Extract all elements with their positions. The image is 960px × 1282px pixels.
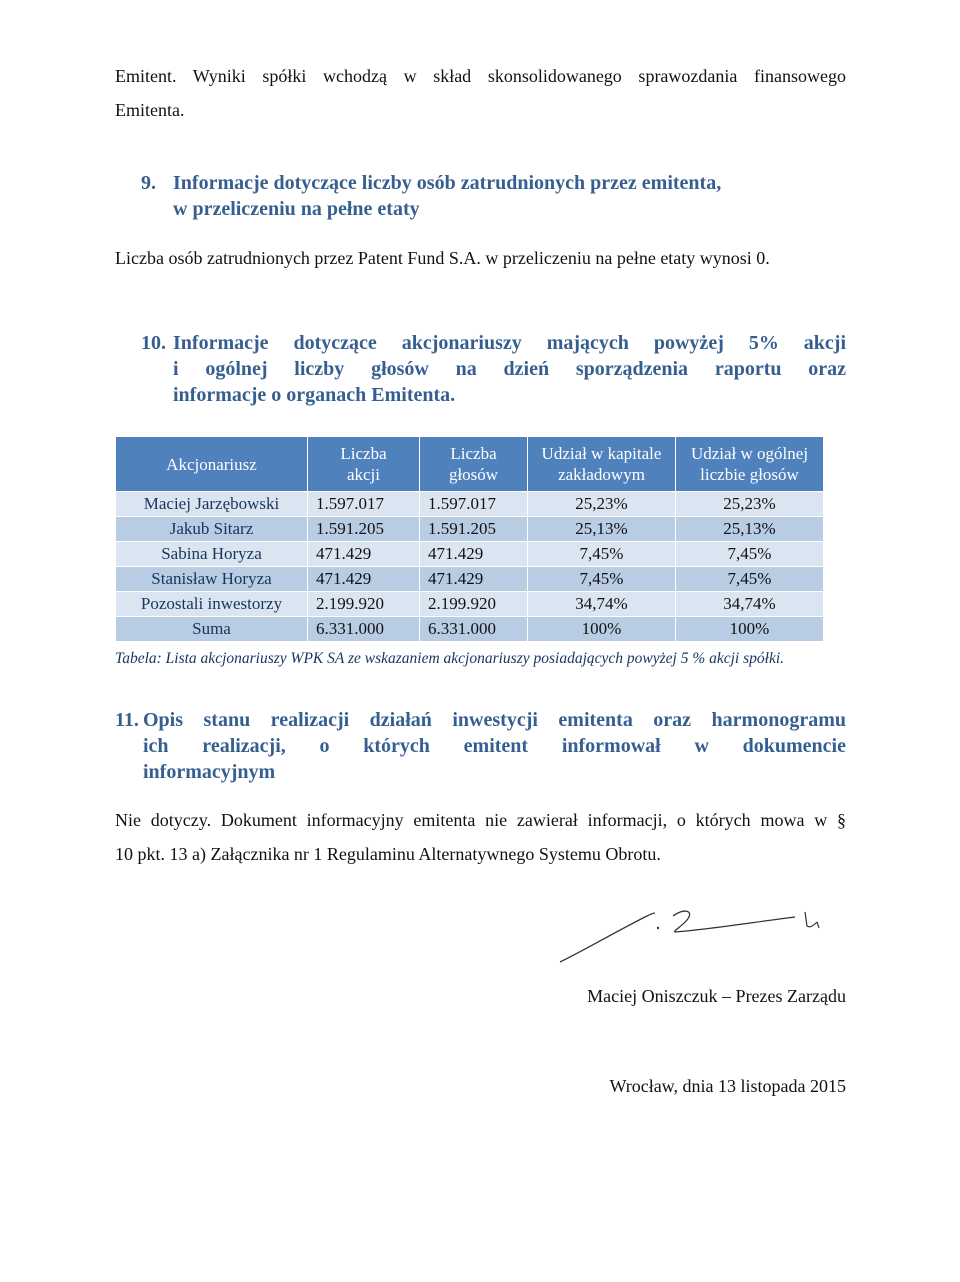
- section-10-title-line-2: i ogólnej liczby głosów na dzień sporządzenia raportu oraz: [173, 358, 846, 380]
- votes-count: 1.597.017: [420, 492, 528, 517]
- place-and-date: Wrocław, dnia 13 listopada 2015: [609, 1076, 846, 1096]
- table-header-row: [116, 437, 824, 492]
- section-10-title-line-1: Informacje dotyczące akcjonariuszy mających powyżej 5% akcji: [173, 332, 846, 354]
- intro-paragraph: [115, 59, 846, 130]
- section-11-body-line-1: Nie dotyczy. Dokument informacyjny emitenta nie zawierał informacji, o których mowa w §: [115, 810, 846, 830]
- shareholder-name: Maciej Jarzębowski: [116, 492, 308, 517]
- table-caption: Tabela: Lista akcjonariuszy WPK SA ze wskazaniem akcjonariuszy posiadających powyżej 5 % akcji spółki.: [115, 650, 785, 667]
- section-9-title-line-1: Informacje dotyczące liczby osób zatrudnionych przez emitenta,: [173, 172, 722, 194]
- section-9-heading: [143, 170, 846, 222]
- section-11-title-line-2: ich realizacji, o których emitent informował w dokumencie: [143, 735, 846, 757]
- capital-share: 25,13%: [528, 517, 676, 542]
- votes-share: 25,13%: [676, 517, 824, 542]
- shares-count: 1.597.017: [308, 492, 420, 517]
- section-11-body: [115, 803, 846, 871]
- votes-share: 25,23%: [676, 492, 824, 517]
- header-shares-count: Liczba akcji: [308, 437, 420, 492]
- shareholder-name: Sabina Horyza: [116, 542, 308, 567]
- intro-line-1: Emitent. Wyniki spółki wchodzą w skład skonsolidowanego sprawozdania finansowego: [115, 66, 846, 86]
- capital-share: 7,45%: [528, 567, 676, 592]
- shares-count: 471.429: [308, 567, 420, 592]
- header-votes-share: Udział w ogólnej liczbie głosów: [676, 437, 824, 492]
- section-11-title: [115, 707, 846, 785]
- section-9-title: [143, 170, 846, 222]
- shareholders-table: [115, 436, 824, 642]
- section-9-number: 9.: [141, 172, 156, 194]
- section-9-body: Liczba osób zatrudnionych przez Patent Fund S.A. w przeliczeniu na pełne etaty wynosi 0.: [115, 248, 770, 268]
- votes-count: 471.429: [420, 542, 528, 567]
- votes-count: 6.331.000: [420, 617, 528, 642]
- section-11-title-line-3: informacyjnym: [143, 761, 276, 783]
- section-10-title-line-3: informacje o organach Emitenta.: [173, 384, 456, 406]
- section-11-number: 11.: [115, 709, 139, 731]
- section-10-number: 10.: [141, 332, 166, 354]
- section-11-title-line-1: Opis stanu realizacji działań inwestycji emitenta oraz harmonogramu: [143, 709, 846, 731]
- table-row: [116, 567, 824, 592]
- section-10-title: [143, 330, 846, 408]
- votes-count: 471.429: [420, 567, 528, 592]
- capital-share: 34,74%: [528, 592, 676, 617]
- intro-line-2: Emitenta.: [115, 100, 185, 120]
- table-row: [116, 517, 824, 542]
- capital-share: 25,23%: [528, 492, 676, 517]
- shareholder-name: Stanisław Horyza: [116, 567, 308, 592]
- table-row: [116, 617, 824, 642]
- table-row: [116, 492, 824, 517]
- shares-count: 471.429: [308, 542, 420, 567]
- votes-count: 1.591.205: [420, 517, 528, 542]
- votes-share: 7,45%: [676, 567, 824, 592]
- capital-share: 100%: [528, 617, 676, 642]
- shareholder-name: Jakub Sitarz: [116, 517, 308, 542]
- votes-count: 2.199.920: [420, 592, 528, 617]
- header-votes-count: Liczba głosów: [420, 437, 528, 492]
- votes-share: 100%: [676, 617, 824, 642]
- table-row: [116, 542, 824, 567]
- votes-share: 34,74%: [676, 592, 824, 617]
- header-shareholder: Akcjonariusz: [116, 437, 308, 492]
- shareholder-name: Suma: [116, 617, 308, 642]
- signature-image: [555, 900, 835, 970]
- section-9-title-line-2: w przeliczeniu na pełne etaty: [173, 198, 420, 220]
- shares-count: 2.199.920: [308, 592, 420, 617]
- shares-count: 1.591.205: [308, 517, 420, 542]
- section-10-heading: [143, 330, 846, 408]
- shareholder-name: Pozostali inwestorzy: [116, 592, 308, 617]
- header-capital-share: Udział w kapitale zakładowym: [528, 437, 676, 492]
- signatory-name: Maciej Oniszczuk – Prezes Zarządu: [587, 986, 846, 1006]
- section-11-heading: [115, 707, 846, 785]
- shares-count: 6.331.000: [308, 617, 420, 642]
- section-11-body-line-2: 10 pkt. 13 a) Załącznika nr 1 Regulaminu Alternatywnego Systemu Obrotu.: [115, 844, 661, 864]
- capital-share: 7,45%: [528, 542, 676, 567]
- table-row: [116, 592, 824, 617]
- votes-share: 7,45%: [676, 542, 824, 567]
